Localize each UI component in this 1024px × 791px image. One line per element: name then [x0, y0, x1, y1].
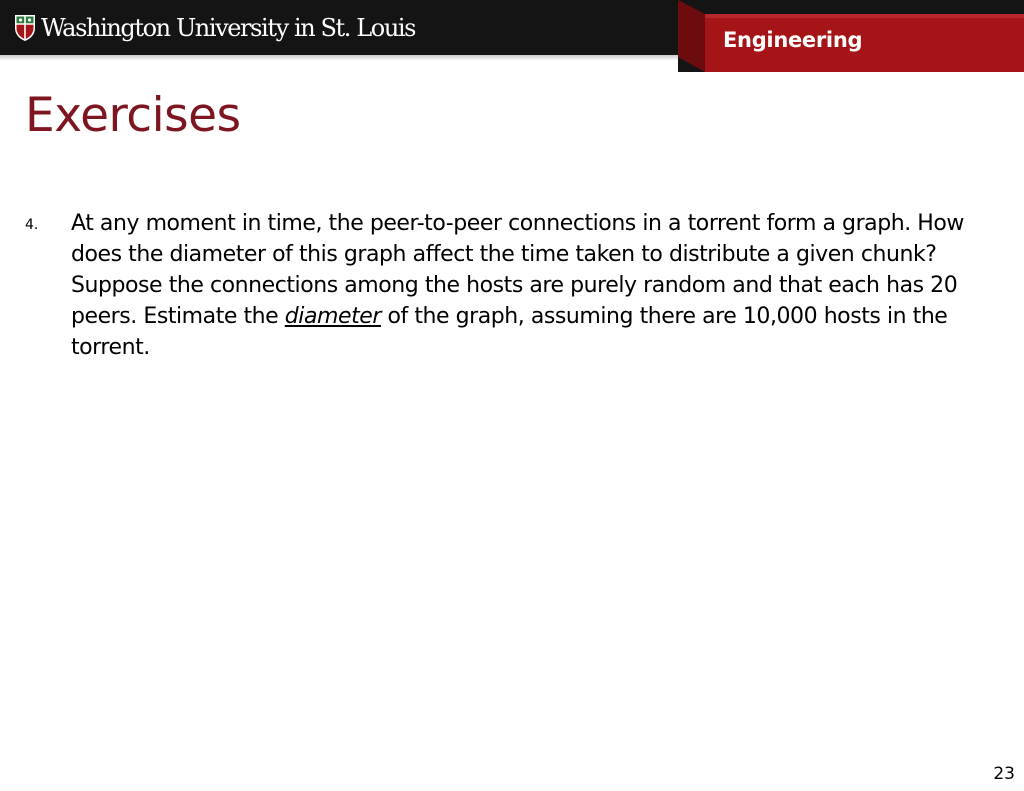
shield-icon — [14, 14, 36, 42]
engineering-banner — [678, 0, 1024, 72]
exercise-text-end: of the graph, assuming there are 10,000 hosts in the torrent. — [71, 304, 948, 360]
university-wordmark: Washington University in St. Louis — [41, 14, 416, 42]
page-title: Exercises — [25, 88, 241, 143]
exercise-text-start: At any moment in time, the peer-to-peer connections in a torrent form a graph. How does the diameter of this graph affect the time taken to distribute a given chunk? Suppose the connections among the hosts are purely random and that each has 20 peers. Estimate the — [71, 211, 964, 329]
emphasized-term: diameter — [284, 304, 381, 329]
school-name: Engineering — [723, 28, 863, 52]
university-logo — [14, 11, 415, 45]
page-number: 23 — [993, 764, 1015, 784]
exercise-text — [71, 208, 1015, 363]
item-number: 4. — [25, 217, 39, 233]
